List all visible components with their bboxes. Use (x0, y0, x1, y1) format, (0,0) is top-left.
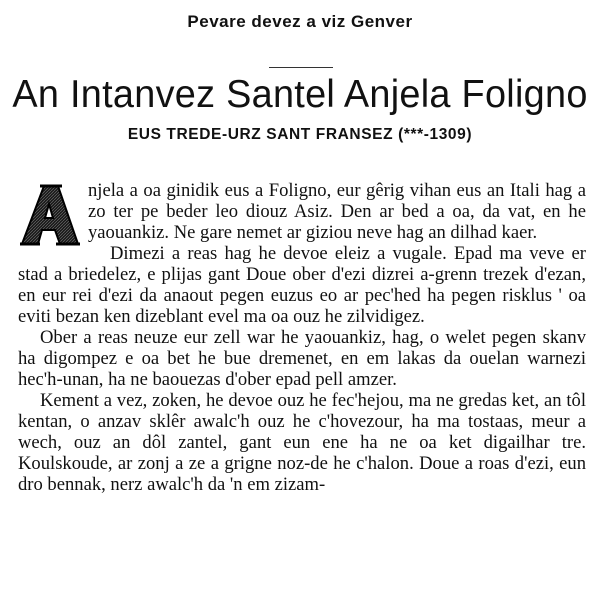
title-divider (269, 67, 333, 68)
paragraph-4: Kement a vez, zoken, he devoe ouz he fec'hejou, ma ne gredas ket, an tôl kentan, o anzav sklêr awalc'h ouz he c'hovezour, ha ma tostaas, meur a wech, ouz an dôl zantel, gant eun ene ha ne oa ket digailhar tre. Koulskoude, ar zonj a ze a grigne noz-de he c'halon. Doue a roas d'ezi, eun dro bennak, nerz awalc'h da 'n em zizam- (18, 390, 586, 495)
paragraph-1 (18, 180, 586, 243)
paragraph-3: Ober a reas neuze eur zell war he yaouankiz, hag, o welet pegen skanv ha digompez e oa bet he bue dremenet, en em lakas da ouelan warnezi hec'h-unan, ha ne baouezas d'ober epad pell amzer. (18, 327, 586, 390)
running-header: Pevare devez a viz Genver (187, 12, 413, 31)
paragraph-1-text: njela a oa ginidik eus a Foligno, eur gêrig vihan eus an Itali hag a zo ter pe beder leo diouz Asiz. Den ar bed a oa, da vat, en he yaouankiz. Ne gare nemet ar giziou neve hag an dilhad kaer. (88, 180, 586, 243)
paragraph-2: Dimezi a reas hag he devoe eleiz a vugale. Epad ma veve er stad a briedelez, e plijas gant Doue ober d'ezi dizrei a-grenn trezek d'ezan, en eur rei d'ezi da anaout pegen euzus eo ar pec'hed ha pegen risklus ' oa eviti bezan ken dizeblant evel ma oa ouz he zilvidigez. (18, 243, 586, 327)
article-title: An Intanvez Santel Anjela Foligno (12, 73, 588, 116)
article-subtitle: EUS TREDE-URZ SANT FRANSEZ (***-1309) (127, 126, 473, 143)
dropcap-a-icon (18, 182, 82, 246)
article-body (18, 180, 586, 495)
